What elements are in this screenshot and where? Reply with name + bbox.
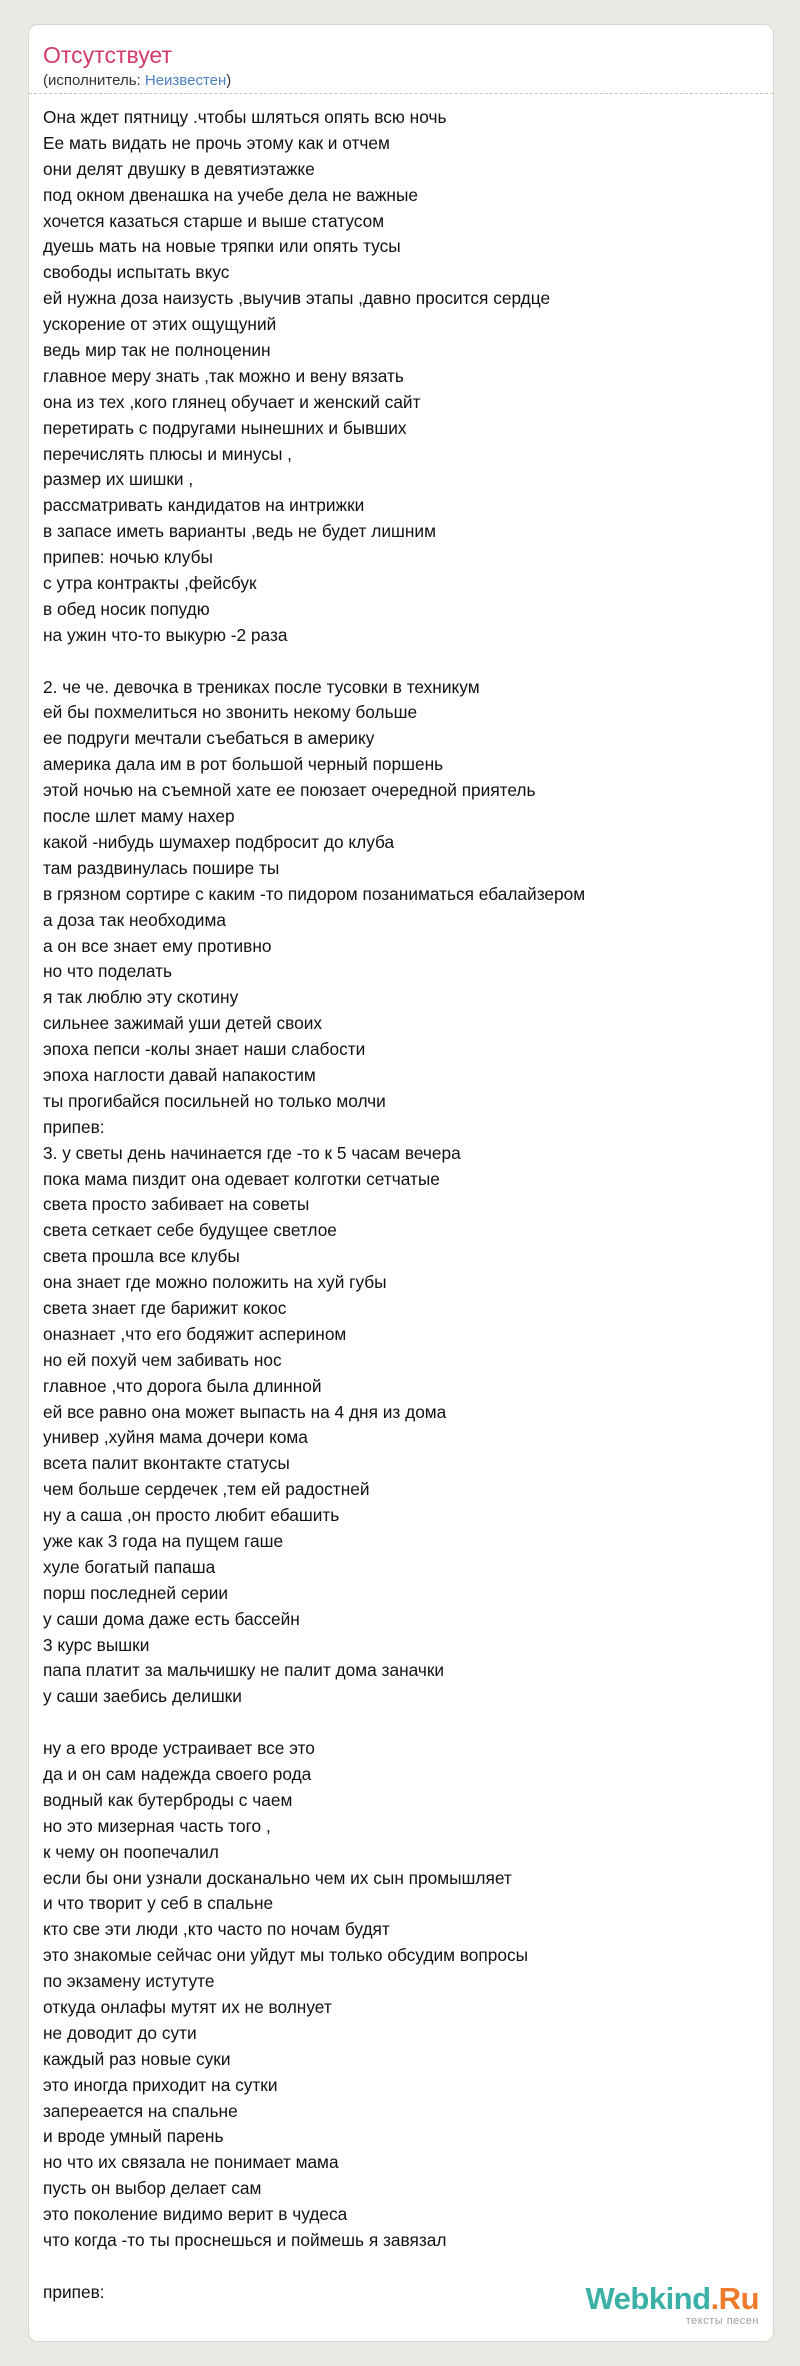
lyric-line: в обед носик попудю [43,598,210,619]
lyric-line: в запасе иметь варианты ,ведь не будет лишним [43,521,436,542]
lyric-line: папа платит за мальчишку не палит дома заначки [43,1660,445,1681]
logo-tagline: тексты песен [685,2315,759,2327]
lyric-line: перетирать с подругами нынешних и бывших [43,417,407,438]
lyric-line: хуле богатый папаша [43,1556,216,1577]
lyric-line: но что поделать [43,961,173,982]
lyric-line: оназнает ,что его бодяжит асперином [43,1323,347,1344]
logo-wordmark [585,2283,759,2315]
lyric-line: ускорение от этих ощущуний [43,314,277,335]
lyric-line: это поколение видимо верит в чудеса [43,2204,348,2225]
lyric-line: на ужин что-то выкурю -2 раза [43,624,288,645]
lyric-line: порш последней серии [43,1582,229,1603]
lyric-line: кто све эти люди ,кто часто по ночам будят [43,1919,390,1940]
artist-prefix: (исполнитель: [43,72,145,89]
lyric-line: что когда -то ты проснешься и поймешь я завязал [43,2230,447,2251]
blank-line [43,2254,759,2280]
lyric-line: да и он сам надежда своего рода [43,1764,312,1784]
lyric-line: перечислять плюсы и минусы , [43,443,292,464]
lyric-line: ей бы похмелиться но звонить некому больше [43,702,418,723]
lyric-line: припев: [43,2281,105,2302]
lyric-line: ей все равно она может выпасть на 4 дня из дома [43,1401,447,1422]
lyric-line: после шлет маму нахер [43,806,235,827]
lyric-line: запереается на спальне [43,2100,238,2121]
lyric-line: она знает где можно положить на хуй губы [43,1272,387,1293]
lyric-line: хочется казаться старше и выше статусом [43,210,385,231]
lyric-line: ей нужна доза наизусть ,выучив этапы ,давно просится сердце [43,288,551,309]
lyric-line: откуда онлафы мутят их не волнует [43,1997,332,2018]
lyric-line: припев: [43,1116,105,1137]
lyric-line: всета палит вконтакте статусы [43,1453,290,1474]
lyric-line: но это мизерная часть того , [43,1815,271,1836]
lyric-line: эпоха наглости давай напакостим [43,1064,316,1085]
song-title: Отсутствует [43,42,172,68]
lyric-line: света знает где барижит кокос [43,1297,287,1318]
lyric-line: Ее мать видать не прочь этому как и отчем [43,132,390,153]
lyric-line: света прошла все клубы [43,1246,240,1267]
lyric-line: какой -нибудь шумахер подбросит до клуба [43,831,395,852]
lyric-line: размер их шишки , [43,469,194,490]
lyric-line: в грязном сортире с каким -то пидором позаниматься ебалайзером [43,883,586,904]
song-header [43,41,759,91]
lyric-line: пока мама пиздит она одевает колготки сетчатые [43,1168,440,1189]
lyric-line: к чему он поопечалил [43,1841,219,1862]
lyric-line: если бы они узнали досканально чем их сын промышляет [43,1867,512,1888]
blank-line [43,649,759,675]
lyric-line: чем больше сердечек ,тем ей радостней [43,1479,370,1500]
lyric-line: ну а саша ,он просто любит ебашить [43,1505,340,1526]
lyric-line: каждый раз новые суки [43,2048,231,2069]
lyric-line: ее подруги мечтали съебаться в америку [43,728,375,749]
lyric-line: и что творит у себ в спальне [43,1893,274,1914]
lyric-line: она из тех ,кого глянец обучает и женский сайт [43,391,421,412]
lyric-line: это знакомые сейчас они уйдут мы только обсудим вопросы [43,1945,529,1966]
lyric-line: припев: ночью клубы [43,547,213,568]
lyric-line: они делят двушку в девятиэтажке [43,158,315,179]
artist-suffix: ) [226,72,232,89]
lyric-line: 3 курс вышки [43,1634,150,1655]
lyric-line: но что их связала не понимает мама [43,2152,339,2173]
lyrics-card [28,24,774,2342]
logo-domain-suffix: .Ru [710,2281,759,2316]
lyric-line: света просто забивает на советы [43,1194,310,1215]
lyric-line: главное ,что дорога была длинной [43,1375,322,1396]
lyric-line: пусть он выбор делает сам [43,2178,262,2199]
lyric-line: не доводит до сути [43,2022,197,2043]
lyric-line: универ ,хуйня мама дочери кома [43,1427,308,1448]
lyric-line: и вроде умный парень [43,2126,224,2147]
lyric-line: свободы испытать вкус [43,262,230,283]
lyric-line: Она ждет пятницу .чтобы шляться опять всю ночь [43,107,447,127]
lyric-line: под окном двенашка на учебе дела не важные [43,184,418,205]
site-logo[interactable] [585,2283,759,2327]
lyric-line: а доза так необходима [43,909,226,930]
lyric-line: по экзамену истутуте [43,1971,215,1992]
artist-line [43,71,759,91]
lyric-line: но ей похуй чем забивать нос [43,1349,282,1370]
logo-main-text: Webkind [585,2281,711,2316]
artist-link[interactable]: Неизвестен [144,72,227,89]
lyric-line: 2. че че. девочка в трениках после тусовки в техникум [43,676,480,697]
lyric-line: 3. у светы день начинается где -то к 5 часам вечера [43,1142,461,1163]
lyric-line: водный как бутерброды с чаем [43,1789,293,1810]
lyric-line: ты прогибайся посильней но только молчи [43,1090,386,1111]
lyric-line: у саши дома даже есть бассейн [43,1608,300,1629]
lyric-line: эпоха пепси -колы знает наши слабости [43,1039,366,1060]
lyric-line: это иногда приходит на сутки [43,2074,278,2095]
blank-line [43,1710,759,1736]
lyric-line: америка дала им в рот большой черный поршень [43,754,444,775]
lyric-line: там раздвинулась пошире ты [43,857,280,878]
lyric-line: света сеткает себе будущее светлое [43,1220,337,1241]
lyric-line: с утра контракты ,фейсбук [43,573,257,594]
lyric-line: рассматривать кандидатов на интрижки [43,495,365,516]
lyric-line: ведь мир так не полноценин [43,340,271,361]
lyric-line: у саши заебись делишки [43,1686,242,1707]
lyric-line: главное меру знать ,так можно и вену вязать [43,365,404,386]
lyric-line: а он все знает ему противно [43,935,272,956]
header-divider [29,93,773,94]
lyric-line: дуешь мать на новые тряпки или опять тусы [43,236,401,257]
lyric-line: я так люблю эту скотину [43,987,239,1008]
lyric-line: сильнее зажимай уши детей своих [43,1013,323,1034]
lyric-line: уже как 3 года на пущем гаше [43,1530,284,1551]
lyrics-body [43,105,759,2306]
lyric-line: этой ночью на съемной хате ее поюзает очередной приятель [43,780,536,801]
lyric-line: ну а его вроде устраивает все это [43,1738,315,1759]
